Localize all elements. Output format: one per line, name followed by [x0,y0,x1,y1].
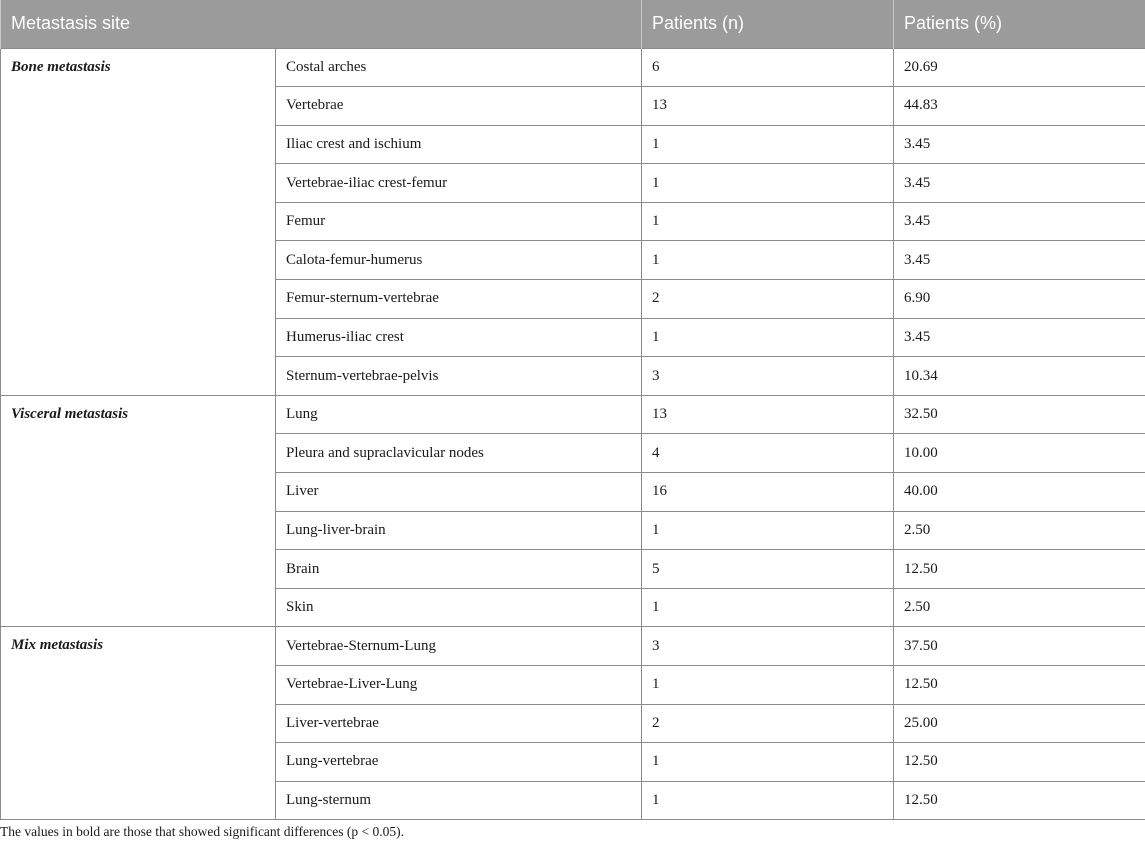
patients-pct-cell: 25.00 [894,704,1145,743]
site-cell: Costal arches [276,48,642,87]
patients-pct-cell: 12.50 [894,781,1145,820]
site-cell: Vertebrae-Liver-Lung [276,666,642,705]
patients-pct-cell: 12.50 [894,550,1145,589]
patients-n-cell: 13 [642,87,894,126]
site-cell: Lung [276,395,642,434]
patients-pct-cell: 2.50 [894,511,1145,550]
table-row [1,48,1145,87]
site-cell: Lung-sternum [276,781,642,820]
group-label: Mix metastasis [1,627,276,820]
patients-pct-cell: 10.34 [894,357,1145,396]
header-patients-pct: Patients (%) [894,0,1145,48]
patients-pct-cell: 3.45 [894,241,1145,280]
patients-pct-cell: 44.83 [894,87,1145,126]
patients-pct-cell: 3.45 [894,164,1145,203]
site-cell: Pleura and supraclavicular nodes [276,434,642,473]
table-header-row [1,0,1145,48]
patients-n-cell: 6 [642,48,894,87]
site-cell: Lung-vertebrae [276,743,642,782]
patients-pct-cell: 32.50 [894,395,1145,434]
site-cell: Sternum-vertebrae-pelvis [276,357,642,396]
patients-n-cell: 3 [642,627,894,666]
patients-n-cell: 1 [642,241,894,280]
patients-n-cell: 1 [642,588,894,627]
patients-n-cell: 3 [642,357,894,396]
site-cell: Femur-sternum-vertebrae [276,280,642,319]
group-label: Visceral metastasis [1,395,276,627]
patients-n-cell: 16 [642,473,894,512]
patients-n-cell: 1 [642,781,894,820]
patients-pct-cell: 37.50 [894,627,1145,666]
patients-pct-cell: 10.00 [894,434,1145,473]
patients-n-cell: 1 [642,164,894,203]
header-metastasis-site: Metastasis site [1,0,642,48]
site-cell: Brain [276,550,642,589]
site-cell: Iliac crest and ischium [276,125,642,164]
patients-pct-cell: 12.50 [894,743,1145,782]
site-cell: Lung-liver-brain [276,511,642,550]
group-label: Bone metastasis [1,48,276,395]
site-cell: Liver-vertebrae [276,704,642,743]
site-cell: Femur [276,202,642,241]
patients-n-cell: 13 [642,395,894,434]
patients-n-cell: 1 [642,202,894,241]
site-cell: Vertebrae [276,87,642,126]
header-patients-n: Patients (n) [642,0,894,48]
site-cell: Liver [276,473,642,512]
patients-n-cell: 1 [642,318,894,357]
table-row [1,627,1145,666]
site-cell: Skin [276,588,642,627]
site-cell: Humerus-iliac crest [276,318,642,357]
site-cell: Vertebrae-Sternum-Lung [276,627,642,666]
patients-pct-cell: 3.45 [894,125,1145,164]
patients-n-cell: 5 [642,550,894,589]
patients-pct-cell: 20.69 [894,48,1145,87]
patients-pct-cell: 12.50 [894,666,1145,705]
patients-n-cell: 2 [642,704,894,743]
site-cell: Calota-femur-humerus [276,241,642,280]
patients-n-cell: 1 [642,666,894,705]
patients-n-cell: 2 [642,280,894,319]
patients-pct-cell: 3.45 [894,202,1145,241]
patients-n-cell: 1 [642,125,894,164]
patients-pct-cell: 6.90 [894,280,1145,319]
table-footnote: The values in bold are those that showed significant differences (p < 0.05). [0,824,404,839]
site-cell: Vertebrae-iliac crest-femur [276,164,642,203]
patients-n-cell: 1 [642,743,894,782]
patients-pct-cell: 40.00 [894,473,1145,512]
patients-pct-cell: 2.50 [894,588,1145,627]
patients-n-cell: 1 [642,511,894,550]
patients-n-cell: 4 [642,434,894,473]
patients-pct-cell: 3.45 [894,318,1145,357]
table-row [1,395,1145,434]
table-body [1,48,1145,820]
